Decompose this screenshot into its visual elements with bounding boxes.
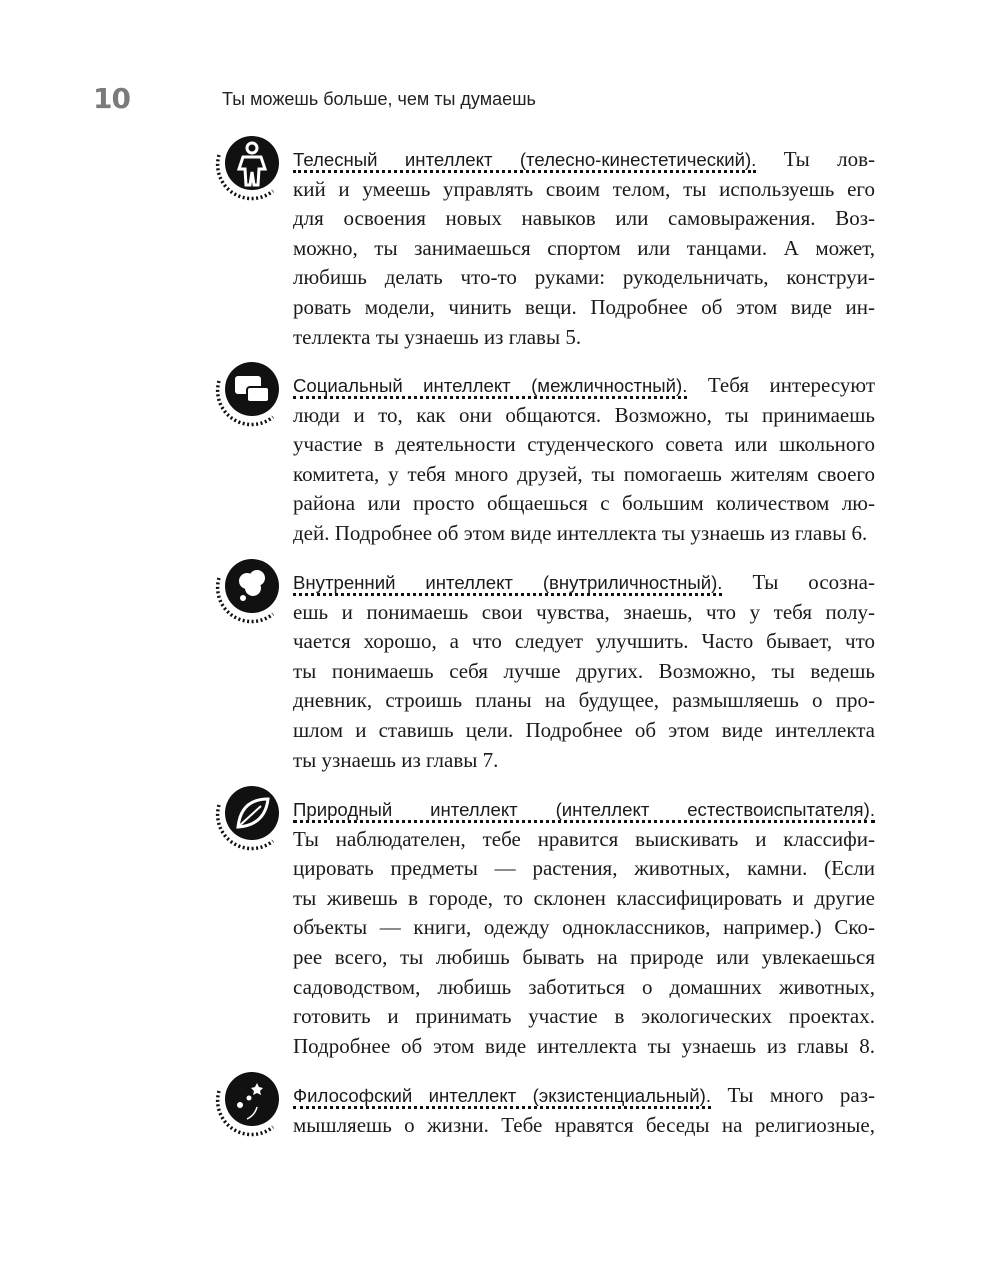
text-line: ты живешь в городе, то склонен классифицировать и другие xyxy=(293,885,875,910)
text-line: любишь делать что-то руками: рукодельничать, конструи- xyxy=(293,265,875,290)
section-first-line xyxy=(293,795,875,825)
text-line: Ты наблюдателен, тебе нравится выискивать и классифи- xyxy=(293,826,875,851)
text-line: теллекта ты узнаешь из главы 5. xyxy=(293,324,582,349)
text-line: цировать предметы — растения, животных, камни. (Если xyxy=(293,856,875,881)
section-first-line xyxy=(293,1081,875,1111)
section-heading: Телесный интеллект (телесно-кинестетический). xyxy=(293,149,756,173)
section-text: Ты осозна- xyxy=(752,570,875,594)
text-line: готовить и принимать участие в экологических проектах. xyxy=(293,1004,875,1029)
section-first-line xyxy=(293,568,875,598)
text-line: дневник, строишь планы на будущее, размышляешь о про- xyxy=(293,688,875,713)
text-line: района или просто общаешься с большим количеством лю- xyxy=(293,491,875,516)
section-heading: Внутренний интеллект (внутриличностный). xyxy=(293,572,722,596)
section-4 xyxy=(293,795,875,1061)
thought-cloud-icon xyxy=(213,548,291,626)
text-line: ты узнаешь из главы 7. xyxy=(293,747,499,772)
text-line: ты понимаешь себя лучше других. Возможно, ты ведешь xyxy=(293,658,875,683)
text-line: ровать модели, чинить вещи. Подробнее об этом виде ин- xyxy=(293,294,875,319)
page-number: 10 xyxy=(93,82,130,115)
section-2 xyxy=(293,371,875,549)
section-5 xyxy=(293,1081,875,1140)
text-line: объекты — книги, одежду одноклассников, например.) Ско- xyxy=(293,915,875,940)
text-line: мышляешь о жизни. Тебе нравятся беседы на религиозные, xyxy=(293,1112,875,1137)
text-line: Подробнее об этом виде интеллекта ты узнаешь из главы 8. xyxy=(293,1033,875,1058)
section-first-line xyxy=(293,145,875,175)
section-text: Ты лов- xyxy=(783,147,876,171)
section-1 xyxy=(293,145,875,352)
section-first-line xyxy=(293,371,875,401)
text-line: чается хорошо, а что следует улучшить. Часто бывает, что xyxy=(293,629,875,654)
text-line: комитета, у тебя много друзей, ты помогаешь жителям своего xyxy=(293,461,875,486)
text-line: участие в деятельности студенческого совета или школьного xyxy=(293,432,875,457)
speech-bubbles-icon xyxy=(213,351,291,429)
body-figure-icon xyxy=(213,125,291,203)
text-line: дей. Подробнее об этом виде интеллекта ты узнаешь из главы 6. xyxy=(293,520,868,545)
text-line: кий и умеешь управлять своим телом, ты используешь его xyxy=(293,176,875,201)
leaf-icon xyxy=(213,775,291,853)
section-text: Ты много раз- xyxy=(727,1083,875,1107)
text-line: садоводством, любишь заботиться о домашних животных, xyxy=(293,974,875,999)
section-text: Тебя интересуют xyxy=(707,373,876,397)
text-line: ешь и понимаешь свои чувства, знаешь, что у тебя полу- xyxy=(293,599,875,624)
text-line: можно, ты занимаешься спортом или танцами. А может, xyxy=(293,235,875,260)
running-head: Ты можешь больше, чем ты думаешь xyxy=(222,89,536,109)
section-heading: Философский интеллект (экзистенциальный). xyxy=(293,1085,711,1109)
text-line: для освоения новых навыков или самовыражения. Воз- xyxy=(293,206,875,231)
section-heading: Природный интеллект (интеллект естествоиспытателя). xyxy=(293,799,875,823)
section-3 xyxy=(293,568,875,775)
text-line: рее всего, ты любишь бывать на природе или увлекаешься xyxy=(293,944,875,969)
section-heading: Социальный интеллект (межличностный). xyxy=(293,375,687,399)
night-sky-icon xyxy=(213,1061,291,1139)
text-line: люди и то, как они общаются. Возможно, ты принимаешь xyxy=(293,402,875,427)
text-line: шлом и ставишь цели. Подробнее об этом виде интеллекта xyxy=(293,717,875,742)
